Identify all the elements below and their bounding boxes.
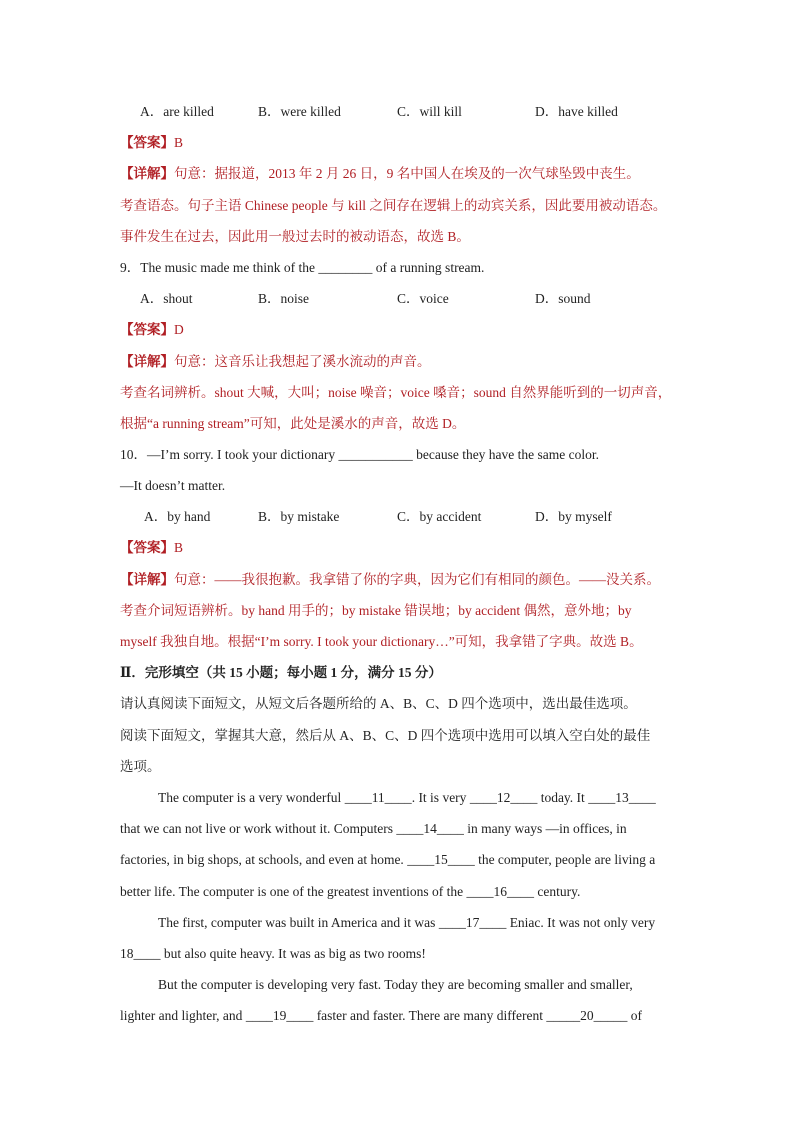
q9-detail-2: 考查名词辨析。shout 大喊，大叫；noise 噪音；voice 嗓音；sound 自然界能听到的一切声音， — [120, 385, 672, 400]
q9-option-b: B．noise — [258, 291, 310, 306]
passage-text: faster and faster. There are many different — [316, 1008, 543, 1023]
passage-p3-line-2 — [120, 1006, 684, 1026]
passage-text: better life. The computer is one of the greatest inventions of the — [120, 884, 464, 899]
passage-text: in many ways —in offices, in — [467, 821, 627, 836]
answer-tag: 【答案】 — [120, 540, 174, 555]
q10-answer — [120, 538, 684, 558]
passage-p3-line-1: But the computer is developing very fast. Today they are becoming smaller and smaller, — [158, 977, 633, 992]
q10-stem-text: 10．—I’m sorry. I took your dictionary — [120, 447, 336, 462]
q8-detail-2: 考查语态。句子主语 Chinese people 与 kill 之间存在逻辑上的动宾关系，因此要用被动语态。 — [120, 198, 667, 213]
passage-text: that we can not live or work without it. Computers — [120, 821, 393, 836]
detail-text: 句意：据报道，2013 年 2 月 26 日，9 名中国人在埃及的一次气球坠毁中丧生。 — [174, 166, 640, 181]
q10-detail-3: myself 我独自地。根据“I’m sorry. I took your dictionary…”可知，我拿错了字典。故选 B。 — [120, 634, 643, 649]
answer-value: B — [174, 540, 184, 555]
blank-11: ____11____ — [344, 790, 412, 805]
q10-option-a: A．by hand — [144, 509, 211, 524]
passage-text: but also quite heavy. It was as big as two rooms! — [163, 946, 426, 961]
q10-stem-2: —It doesn’t matter. — [120, 478, 226, 493]
blank-14: ____14____ — [396, 821, 464, 836]
blank-12: ____12____ — [469, 790, 538, 805]
q10-detail-1 — [120, 570, 684, 590]
passage-text: of — [630, 1008, 642, 1023]
detail-text: 句意：——我很抱歉。我拿错了你的字典，因为它们有相同的颜色。——没关系。 — [174, 572, 660, 587]
q8-option-b: B．were killed — [258, 104, 341, 119]
q8-detail-1 — [120, 164, 684, 184]
passage-p2-line-2 — [120, 944, 684, 964]
q9-stem-text: 9．The music made me think of the — [120, 260, 315, 275]
passage-text: The first, computer was built in America and it was — [158, 915, 436, 930]
blank-16: ____16____ — [466, 884, 535, 899]
detail-tag: 【详解】 — [120, 572, 174, 587]
q9-option-c: C．voice — [397, 291, 449, 306]
passage-text: . It is very — [411, 790, 467, 805]
q10-detail-2: 考查介词短语辨析。by hand 用手的；by mistake 错误地；by accident 偶然，意外地；by — [120, 603, 632, 618]
q8-option-a: A．are killed — [140, 104, 214, 119]
passage-text: century. — [537, 884, 581, 899]
q9-stem-text-end: of a running stream. — [375, 260, 485, 275]
passage-p1-line-4 — [120, 882, 684, 902]
passage-text: the computer, people are living a — [478, 852, 656, 867]
blank-17: ____17____ — [438, 915, 507, 930]
blank-18: 18____ — [120, 946, 161, 961]
answer-value: B — [174, 135, 184, 150]
passage-p1-line-3 — [120, 850, 684, 870]
passage-text: Eniac. It was not only very — [509, 915, 656, 930]
q8-detail-3: 事件发生在过去，因此用一般过去时的被动语态，故选 B。 — [120, 229, 470, 244]
section-instruction-3: 选项。 — [120, 759, 161, 774]
q10-stem — [120, 445, 684, 465]
answer-tag: 【答案】 — [120, 322, 174, 337]
q9-blank: ________ — [318, 260, 373, 275]
q10-option-b: B．by mistake — [258, 509, 340, 524]
detail-tag: 【详解】 — [120, 354, 174, 369]
blank-13: ____13____ — [588, 790, 656, 805]
q10-option-c: C．by accident — [397, 509, 482, 524]
detail-tag: 【详解】 — [120, 166, 174, 181]
passage-text: factories, in big shops, at schools, and even at home. — [120, 852, 404, 867]
q9-answer — [120, 320, 684, 340]
q9-detail-1 — [120, 352, 684, 372]
q9-option-d: D．sound — [535, 291, 591, 306]
section-instruction-1: 请认真阅读下面短文，从短文后各题所给的 A、B、C、D 四个选项中，选出最佳选项。 — [120, 696, 637, 711]
passage-text: The computer is a very wonderful — [158, 790, 342, 805]
detail-text: 句意：这音乐让我想起了溪水流动的声音。 — [174, 354, 431, 369]
blank-15: ____15____ — [407, 852, 475, 867]
section-heading: Ⅱ．完形填空（共 15 小题；每小题 1 分，满分 15 分） — [120, 665, 442, 680]
q10-option-d: D．by myself — [535, 509, 612, 524]
passage-text: lighter and lighter, and — [120, 1008, 243, 1023]
passage-p2-line-1 — [158, 913, 684, 933]
q8-option-d: D．have killed — [535, 104, 618, 119]
q9-detail-3: 根据“a running stream”可知，此处是溪水的声音，故选 D。 — [120, 416, 466, 431]
q9-option-a: A．shout — [140, 291, 193, 306]
q9-stem — [120, 258, 684, 278]
answer-tag: 【答案】 — [120, 135, 174, 150]
passage-text: today. It — [540, 790, 585, 805]
passage-p1-line-1 — [158, 788, 684, 808]
passage-p1-line-2 — [120, 819, 684, 839]
q8-answer — [120, 133, 684, 153]
answer-value: D — [174, 322, 184, 337]
blank-20: _____20_____ — [546, 1008, 628, 1023]
q10-stem-text-end: because they have the same color. — [416, 447, 600, 462]
section-instruction-2: 阅读下面短文，掌握其大意，然后从 A、B、C、D 四个选项中选用可以填入空白处的最佳 — [120, 728, 651, 743]
blank-19: ____19____ — [245, 1008, 314, 1023]
q10-blank: ___________ — [338, 447, 413, 462]
q8-option-c: C．will kill — [397, 104, 462, 119]
